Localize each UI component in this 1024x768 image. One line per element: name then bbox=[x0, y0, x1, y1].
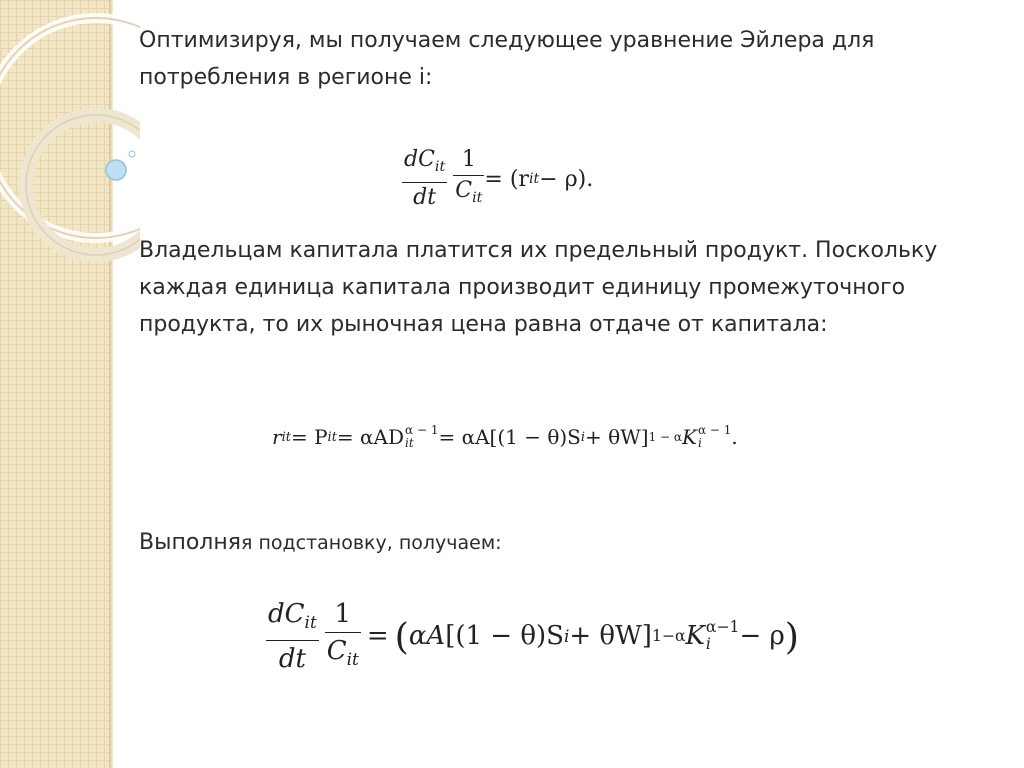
bubble-icon bbox=[106, 160, 126, 180]
euler-equation: $\frac{dC_{it}}{dt}$ $\frac{1}{C_{it}}$ = (r it − ρ). bbox=[402, 145, 593, 213]
paragraph-capital-owners: Владельцам капитала платится их предельный продукт. Поскольку каждая единица капитала производит единицу промежуточного продукта, то их рыночная цена равна отдаче от капитала: bbox=[139, 238, 938, 337]
fraction-dc-dt: $\frac{dC_{it}}{dt}$ bbox=[266, 596, 319, 677]
interest-rate-equation: r it = P it = αAD α − 1 it = αA[(1 − θ)S i + θW] 1 − α K α − 1 i . bbox=[272, 423, 738, 451]
paragraph-substitution: Выполняя подстановку, получаем: bbox=[139, 530, 502, 555]
fraction-dc-dt: $\frac{dC_{it}}{dt}$ bbox=[404, 147, 446, 210]
fraction-one-over-c: $\frac{1}{C_{it}}$ bbox=[325, 596, 361, 677]
paragraph-euler-intro: Оптимизируя, мы получаем следующее уравнение Эйлера для потребления в регионе i: bbox=[139, 28, 875, 90]
ring-icon bbox=[0, 0, 140, 300]
substituted-equation: $\frac{dC_{it}}{dt}$ $\frac{1}{C_{it}}$ = ( αA [(1 − θ)S i + θW] 1−α K α−1 i − ρ ) bbox=[266, 596, 799, 677]
fraction-one-over-c: $\frac{1}{C_{it}}$ bbox=[455, 147, 483, 206]
